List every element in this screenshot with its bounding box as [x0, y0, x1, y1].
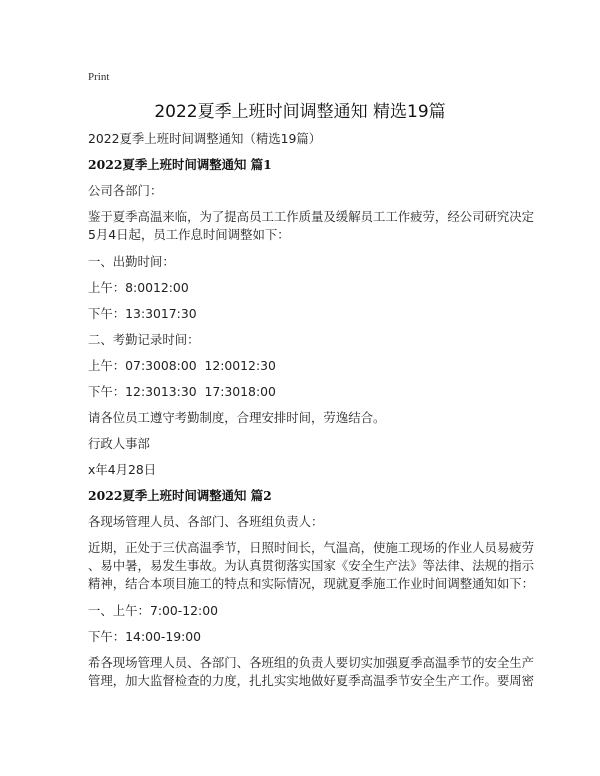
section-1-item-2-am: 上午：07:3008:00 12:0012:30 [88, 358, 276, 373]
section-1-item-1-am: 上午：8:0012:00 [88, 280, 189, 295]
section-2-intro-line-3: 精神，结合本项目施工的特点和实际情况，现就夏季施工作业时间调整通知如下： [88, 576, 535, 591]
section-2-closing-line-2: 管理，加大监督检查的力度，扎扎实实地做好夏季高温季节安全生产工作。要周密 [88, 673, 535, 688]
document-body [88, 130, 535, 690]
section-1-intro [88, 208, 535, 244]
print-label: Print [88, 71, 110, 83]
section-2-closing [88, 654, 535, 690]
section-2-heading: 2022夏季上班时间调整通知 篇2 [88, 488, 272, 503]
section-2-item-1-am: 一、上午：7:00-12:00 [88, 603, 218, 618]
section-1-item-1-title: 一、出勤时间： [88, 254, 175, 269]
section-2-intro-line-1: 近期，正处于三伏高温季节，日照时间长，气温高，使施工现场的作业人员易疲劳 [88, 540, 535, 555]
section-2-greeting: 各现场管理人员、各部门、各班组负责人： [88, 514, 324, 529]
section-1-item-1-pm: 下午：13:3017:30 [88, 306, 197, 321]
section-1-item-2-title: 二、考勤记录时间： [88, 332, 200, 347]
section-1-date: x年4月28日 [88, 462, 157, 477]
document-title: 2022夏季上班时间调整通知 精选19篇 [154, 102, 446, 122]
section-1-heading: 2022夏季上班时间调整通知 篇1 [88, 157, 272, 172]
section-2-item-1-pm: 下午：14:00-19:00 [88, 629, 202, 644]
section-1-signature: 行政人事部 [88, 436, 150, 451]
section-1-intro-line-1: 鉴于夏季高温来临，为了提高员工工作质量及缓解员工工作疲劳，经公司研究决定 [88, 209, 535, 224]
section-1-intro-line-2: 5月4日起，员工作息时间调整如下： [88, 227, 290, 242]
document-subtitle: 2022夏季上班时间调整通知（精选19篇） [88, 131, 322, 146]
section-2-intro-line-2: 、易中暑，易发生事故。为认真贯彻落实国家《安全生产法》等法律、法规的指示 [88, 558, 535, 573]
section-1-closing: 请各位员工遵守考勤制度，合理安排时间，劳逸结合。 [88, 410, 386, 425]
section-1-greeting: 公司各部门： [88, 183, 163, 198]
section-2-closing-line-1: 希各现场管理人员、各部门、各班组的负责人要切实加强夏季高温季节的安全生产 [88, 655, 535, 670]
section-1-item-2-pm: 下午：12:3013:30 17:3018:00 [88, 384, 276, 399]
section-2-intro [88, 539, 535, 593]
